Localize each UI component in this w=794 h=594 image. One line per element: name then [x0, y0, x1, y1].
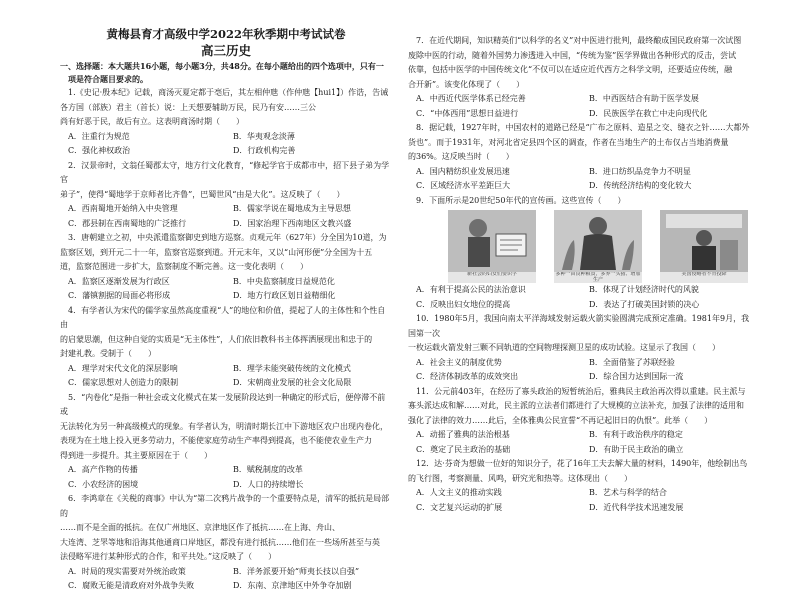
- option-c[interactable]: C．藩镇割据的局面必将形成: [68, 291, 171, 300]
- option-grid: [60, 275, 392, 304]
- option-b[interactable]: B．儒家学说在蜀地成为主导思想: [233, 204, 351, 213]
- question-stem: 表现为在土地上投入更多劳动力，不能使家庭劳动生产率得到提高，也不能使农业生产力: [60, 436, 372, 445]
- question-6: [60, 492, 392, 594]
- option-c[interactable]: C．奠定了民主政治的基础: [416, 444, 511, 454]
- option-a[interactable]: A．中西近代医学体系已经完善: [416, 94, 526, 103]
- option-b[interactable]: B．体现了计划经济时代的风貌: [589, 285, 699, 294]
- option-b[interactable]: B．进口纺织品竞争力不明显: [589, 166, 691, 176]
- option-grid: [408, 92, 756, 121]
- poster-2: [554, 210, 642, 283]
- question-stem: 寡头派达成和解……对此，民主派的立法者们都进行了大规模的立法补充，加强了法律的适用和: [408, 401, 744, 410]
- option-d[interactable]: D．东南、京津地区中外争夺加剧: [233, 581, 352, 590]
- question-7: [408, 34, 756, 121]
- question-4: [60, 304, 392, 391]
- option-b[interactable]: B．中央监察制度日益规范化: [233, 276, 335, 286]
- option-d[interactable]: D．宋朝商业发展的社会文化局限: [233, 378, 352, 387]
- question-stem: 3．唐朝建立之初，中央派遣监察御史到地方巡察。贞观元年（627年）分全国为10道，为: [68, 233, 387, 242]
- question-stem: 法侵略军进行某种形式的合作，和平共处。”这反映了（ ）: [60, 552, 277, 561]
- option-grid: [408, 165, 756, 194]
- poster-caption: 多种一亩良种粮食，多养一头猪、增加生产: [555, 272, 641, 283]
- option-a[interactable]: A．国内精纺织业发展迅速: [416, 166, 510, 176]
- option-a[interactable]: A．时局的现实需要对外统治政策: [68, 566, 186, 576]
- option-grid: [408, 428, 756, 457]
- option-d[interactable]: D．地方行政区划日益精细化: [233, 291, 336, 300]
- option-b[interactable]: B．华夷观念淡薄: [233, 131, 295, 141]
- option-d[interactable]: D．表达了打破美国封锁的决心: [589, 299, 700, 309]
- option-d[interactable]: D．国家治理下西南地区文教兴盛: [233, 218, 352, 228]
- poster-caption: 新社会的妇女们要识字: [448, 272, 536, 283]
- option-b[interactable]: B．艺术与科学的结合: [589, 488, 667, 497]
- option-grid: [408, 283, 756, 312]
- option-grid: [60, 463, 392, 492]
- option-c[interactable]: C．区域经济水平差距巨大: [416, 181, 511, 190]
- question-stem: 道，监察范围进一步扩大，监察制度不断完善。这一变化表明（ ）: [60, 262, 308, 271]
- poster-row: [448, 210, 748, 283]
- question-stem: 货也”。而于1931年，对河北省定县四个区的调查，作者在当地生产的土布仅占当地消费量: [408, 137, 729, 147]
- question-stem: 废除中医的行动，随着外国势力渗透进入中国，“传统为鉴”医学界做出各种形式的反击，尝试: [408, 50, 737, 60]
- poster-caption: 美国侵略者不肯投降: [660, 272, 748, 283]
- poster-reading-icon: [448, 210, 536, 272]
- question-3: [60, 231, 392, 304]
- option-b[interactable]: B．有利于政治秩序的稳定: [589, 430, 683, 439]
- question-stem: 一枚运载火箭发射三颗不同轨道的空间物理探测卫星的成功试验。这显示了我国（ ）: [408, 343, 720, 352]
- option-b[interactable]: B．洋务派要开始“师夷长技以自强”: [233, 566, 360, 576]
- question-stem: 的飞行图，考察测量、风鸣，研究光和热等。这体现出（ ）: [408, 473, 632, 483]
- option-grid: [60, 362, 392, 391]
- option-a[interactable]: A．动摇了雅典的法治根基: [416, 430, 510, 439]
- left-column: [60, 0, 392, 590]
- option-a[interactable]: A．监察区逐渐发展为行政区: [68, 276, 170, 286]
- option-a[interactable]: A．有利于提高公民的法治意识: [416, 285, 526, 294]
- option-c[interactable]: C．腐败无能是清政府对外战争失败: [68, 581, 195, 590]
- option-a[interactable]: A．理学对宋代文化的深层影响: [68, 363, 178, 373]
- question-stem: 的启蒙思潮，但这种自觉的实质是“无主体性”，人们依旧教科书主体挥洒展现出和忠于的: [60, 334, 373, 344]
- option-grid: [408, 356, 756, 385]
- option-d[interactable]: D．近代科学技术迅速发展: [589, 502, 684, 512]
- option-c[interactable]: C．文艺复兴运动的扩展: [416, 502, 503, 512]
- question-stem: 5．“内卷化”是指一种社会或文化模式在某一发展阶段达到一种确定的形式后，便停滞不前或: [60, 392, 386, 416]
- question-stem: 4．有学者认为宋代的儒学家虽然高度重视“人”的地位和价值，提起了人的主体性和个性自由: [60, 305, 386, 329]
- right-column: [408, 0, 756, 544]
- option-d[interactable]: D．行政机构完善: [233, 146, 296, 155]
- question-11: [408, 385, 756, 458]
- question-5: [60, 391, 392, 493]
- question-stem: 1.《史记·殷本纪》记载，商汤灭夏定都于亳后，其左相仲虺（作仲虺【hui1】）作诰，告诫: [68, 88, 389, 97]
- section-heading-line2: 项是符合题目要求的。: [68, 74, 148, 84]
- option-c[interactable]: C．强化神权政治: [68, 146, 131, 155]
- option-b[interactable]: B．全面借鉴了苏联经验: [589, 357, 675, 367]
- exam-subtitle: 高三历史: [200, 43, 251, 58]
- question-stem: 封建礼教。受制于（ ）: [60, 349, 156, 358]
- section-heading-line1: 一、选择题：本大题共16小题，每小题3分，共48分。在每小题给出的四个选项中，只有一: [60, 61, 384, 71]
- question-stem: 弟子”，使得“蜀地学于京师者比齐鲁”，巴蜀世风“由是大化”。这反映了（ ）: [60, 189, 345, 199]
- option-grid: [60, 565, 392, 594]
- question-stem: 11．公元前403年，在经历了寡头政治的短暂统治后，雅典民主政治再次得以重建。民主派与: [416, 386, 746, 396]
- option-a[interactable]: A．人文主义的推动实践: [416, 488, 502, 497]
- question-stem: 合开新”。该变化体现了（ ）: [408, 79, 525, 89]
- question-stem: 依靠，包括中医学的中国传统文化“不仅可以在适应近代西方之科学文明，还要适应传统，融: [408, 65, 733, 74]
- question-stem: ……而不是全面的抵抗。在仅广州地区、京津地区作了抵抗……在上海、舟山、: [60, 523, 340, 532]
- option-grid: [408, 486, 756, 515]
- question-stem: 6．李鸿章在《关税的商事》中认为“第二次鸦片战争的一个重要特点是，清军的抵抗是局部的: [60, 494, 390, 518]
- question-stem: 监察区划，到开元二十一年，监察官巡察到道。开元末年，又以“山河形便”分全国为十五: [60, 247, 373, 257]
- poster-3: [660, 210, 748, 283]
- question-stem: 强化了法律的效力……此后，全体雅典公民宣誓“不再记起旧日的仇恨”。此举（ ）: [408, 415, 713, 425]
- option-d[interactable]: D．综合国力达到国际一流: [589, 372, 684, 381]
- option-a[interactable]: A．注重行为规范: [68, 131, 130, 141]
- question-stem: 9．下面所示是20世纪50年代的宣传画。这些宣传（ ）: [416, 195, 626, 205]
- option-c[interactable]: C．儒家思想对人创造力的限制: [68, 378, 179, 387]
- exam-title: 黄梅县育才高级中学2022年秋季期中考试试卷: [106, 27, 346, 41]
- question-10: [408, 312, 756, 385]
- option-a[interactable]: A．高产作物的传播: [68, 465, 138, 474]
- section-heading: [60, 60, 392, 86]
- option-c[interactable]: C．反映出妇女地位的提高: [416, 299, 511, 309]
- poster-worker-icon: [660, 210, 748, 272]
- option-c[interactable]: C．经济体制改革的成效突出: [416, 372, 519, 381]
- option-grid: [60, 130, 392, 159]
- option-grid: [60, 202, 392, 231]
- question-stem: 得到进一步提升。其主要原因在于（ ）: [60, 450, 212, 460]
- option-a[interactable]: A．西南蜀地开始纳入中央管理: [68, 204, 178, 213]
- question-stem: 的36%。这反映当时（ ）: [408, 152, 514, 161]
- option-c[interactable]: C．郡县制在西南蜀地的广泛推行: [68, 218, 187, 228]
- option-d[interactable]: D．有助于民主政治的确立: [589, 444, 684, 454]
- poster-harvest-icon: [554, 210, 642, 272]
- option-d[interactable]: D．民族医学在救亡中走向现代化: [589, 108, 708, 118]
- question-2: [60, 159, 392, 232]
- question-stem: 7．在近代期间，知识精英们“以科学的名义”对中医进行批判，最终酿成国民政府第一次试图: [416, 36, 742, 45]
- question-stem: 2．汉景帝时，文翁任蜀郡太守，地方行文化教育，“修起学官于成都市中，招下县子弟为学官: [60, 160, 390, 184]
- option-a[interactable]: A．社会主义的制度优势: [416, 357, 502, 367]
- poster-1: [448, 210, 536, 283]
- question-stem: 尚有好恶于民，故后有立。这表明商汤时期（ ）: [60, 117, 244, 126]
- option-b[interactable]: B．理学未能突破传统的文化模式: [233, 363, 351, 373]
- option-b[interactable]: B．中西医结合有助于医学发展: [589, 94, 699, 103]
- option-d[interactable]: D．人口的持续增长: [233, 479, 304, 489]
- option-c[interactable]: C．“中体西用”思想日益进行: [416, 108, 519, 118]
- option-d[interactable]: D．传统经济结构的变化较大: [589, 181, 692, 190]
- question-stem: 10．1980年5月，我国向南太平洋海域发射运载火箭实验圆满完成预定准确。1981年9月，我国第一次: [408, 314, 750, 338]
- question-1: [60, 86, 392, 159]
- question-8: [408, 121, 756, 194]
- question-stem: 无法转化为另一种高级模式的现象。有学者认为，明清时期长江中下游地区农户出现内卷化，: [60, 421, 388, 431]
- question-stem: 8．据记载，1927年时，中国农村的道路已经是“广布之原料、造星之交、缝衣之针……大都外: [416, 123, 750, 132]
- question-9: [408, 194, 756, 313]
- question-stem: 12．达·芬奇为想做一位好的知识分子，花了16年工夫去解大量的材料，1490年，他绘制出鸟: [416, 459, 748, 468]
- option-b[interactable]: B．赋税制度的改革: [233, 465, 303, 474]
- question-12: [408, 457, 756, 515]
- question-stem: 大连湾、芝罘等地和沿海其他通商口岸地区，都没有进行抵抗……他们在一些场所甚至与英: [60, 537, 380, 547]
- option-c[interactable]: C．小农经济的困境: [68, 479, 139, 489]
- question-stem: 各方国（部族）君主（首长）说：上天想要辅助万民，民乃有安……三公: [60, 102, 316, 112]
